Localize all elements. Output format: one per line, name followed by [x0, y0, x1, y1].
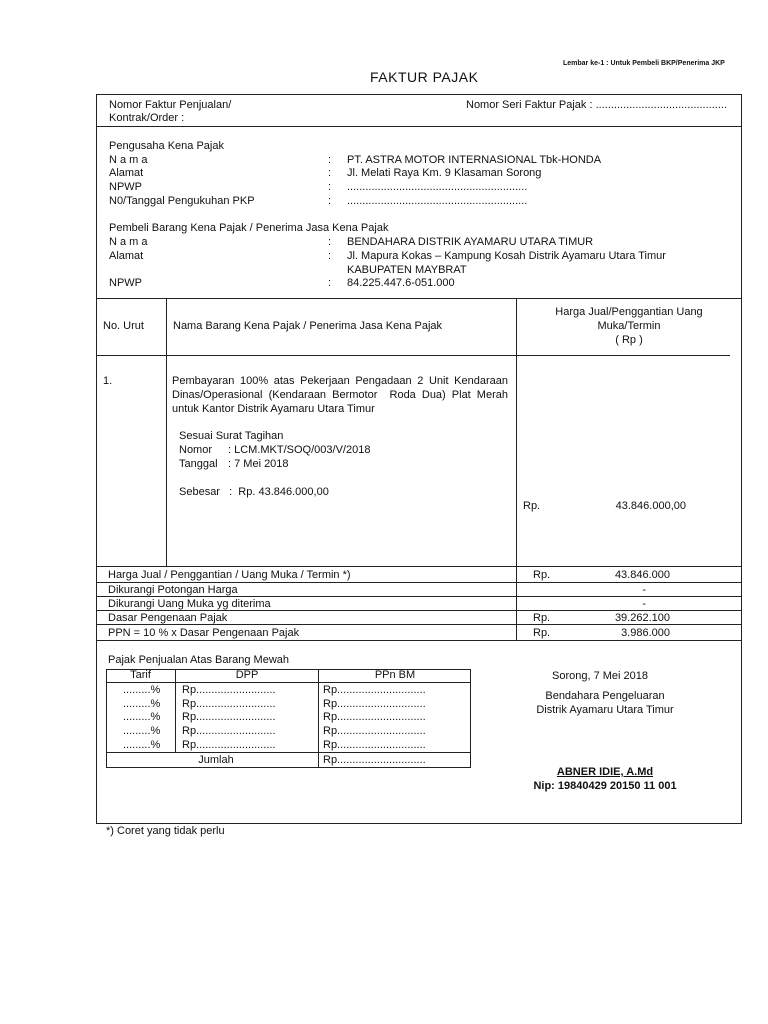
col-header-harga-2: Muka/Termin — [597, 320, 661, 332]
summary-value: 3.986.000 — [621, 627, 670, 639]
ppnbm-tarif: .........% — [123, 698, 161, 710]
sign-nip: Nip: 19840429 20150 11 001 — [533, 780, 677, 792]
summary-label: Dikurangi Uang Muka yg diterima — [108, 598, 271, 610]
summary-value: - — [642, 598, 646, 610]
summary-label: Harga Jual / Penggantian / Uang Muka / Termin *) — [108, 569, 351, 581]
ppnbm-heading: Pajak Penjualan Atas Barang Mewah — [108, 654, 290, 666]
pkp-tanggal-value: ........................................................... — [347, 195, 528, 207]
summary-value: 39.262.100 — [614, 612, 670, 624]
divider-items — [96, 566, 742, 567]
ppnbm-col-ppnbm: PPn BM — [374, 669, 416, 681]
item-rp-label: Rp. — [523, 500, 541, 512]
sign-role-1: Bendahara Pengeluaran — [545, 690, 665, 702]
item-desc-line-1: Pembayaran 100% atas Pekerjaan Pengadaan 2 Unit Kendaraan — [172, 375, 508, 387]
nomor-seri-label: Nomor Seri Faktur Pajak : ........................................... — [466, 99, 728, 111]
divider-table-head — [96, 355, 730, 356]
summary-rp: Rp. — [533, 569, 551, 581]
ppnbm-dpp: Rp.......................... — [182, 711, 276, 723]
ppnbm-ppn: Rp............................. — [323, 684, 426, 696]
ppnbm-dpp: Rp.......................... — [182, 698, 276, 710]
divider-sum-1 — [96, 582, 742, 583]
pembeli-npwp-value: 84.225.447.6-051.000 — [347, 277, 455, 289]
ppnbm-tarif: .........% — [123, 684, 161, 696]
surat-sebesar: Sebesar : Rp. 43.846.000,00 — [179, 486, 329, 498]
summary-rp: Rp. — [533, 627, 551, 639]
ppnbm-ppn: Rp............................. — [323, 698, 426, 710]
pkp-heading: Pengusaha Kena Pajak — [109, 140, 224, 152]
summary-label: Dasar Pengenaan Pajak — [108, 612, 228, 624]
surat-tagihan-label: Sesuai Surat Tagihan — [179, 430, 284, 442]
item-number: 1. — [103, 375, 113, 387]
ppnbm-header-divider — [106, 682, 471, 683]
pembeli-npwp-label: NPWP — [109, 277, 142, 289]
ppnbm-ppn: Rp............................. — [323, 711, 426, 723]
summary-value: - — [642, 584, 646, 596]
pembeli-kabupaten: KABUPATEN MAYBRAT — [347, 264, 467, 276]
ppnbm-col-divider-2 — [318, 669, 319, 768]
colon: : — [328, 250, 332, 262]
surat-nomor-value: : LCM.MKT/SOQ/003/V/2018 — [228, 444, 371, 456]
footnote: *) Coret yang tidak perlu — [106, 825, 225, 837]
ppnbm-dpp: Rp.......................... — [182, 739, 276, 751]
lembar-note: Lembar ke-1 : Untuk Pembeli BKP/Penerima JKP — [563, 60, 725, 67]
ppnbm-col-dpp: DPP — [235, 669, 259, 681]
summary-label: PPN = 10 % x Dasar Pengenaan Pajak — [108, 627, 300, 639]
summary-label: Dikurangi Potongan Harga — [108, 584, 238, 596]
colon: : — [328, 236, 332, 248]
ppnbm-dpp: Rp.......................... — [182, 725, 276, 737]
item-desc-line-3: untuk Kantor Distrik Ayamaru Utara Timur — [172, 403, 375, 415]
ppnbm-col-tarif: Tarif — [130, 669, 151, 681]
ppnbm-tarif: .........% — [123, 711, 161, 723]
surat-nomor-label: Nomor — [179, 444, 213, 456]
nomor-faktur-label: Nomor Faktur Penjualan/ — [109, 99, 232, 111]
col-divider-harga — [516, 298, 517, 640]
ppnbm-dpp: Rp.......................... — [182, 684, 276, 696]
col-divider-no — [166, 298, 167, 566]
ppnbm-ppn: Rp............................. — [323, 725, 426, 737]
pkp-npwp-label: NPWP — [109, 181, 142, 193]
item-amount: 43.846.000,00 — [615, 500, 686, 512]
item-desc-line-2: Dinas/Operasional (Kendaraan Bermotor Roda Dua) Plat Merah — [172, 389, 508, 401]
pembeli-nama-value: BENDAHARA DISTRIK AYAMARU UTARA TIMUR — [347, 236, 594, 248]
pkp-alamat-label: Alamat — [109, 167, 144, 179]
ppnbm-tarif: .........% — [123, 725, 161, 737]
col-header-nama-barang: Nama Barang Kena Pajak / Penerima Jasa Kena Pajak — [173, 320, 443, 332]
ppnbm-jumlah-value: Rp............................. — [323, 754, 426, 766]
colon: : — [328, 181, 332, 193]
pkp-npwp-value: ........................................................... — [347, 181, 528, 193]
col-header-no-urut: No. Urut — [103, 320, 144, 332]
pembeli-alamat-label: Alamat — [109, 250, 144, 262]
colon: : — [328, 154, 332, 166]
ppnbm-tarif: .........% — [123, 739, 161, 751]
pkp-nama-value: PT. ASTRA MOTOR INTERNASIONAL Tbk-HONDA — [347, 154, 602, 166]
pembeli-alamat-value: Jl. Mapura Kokas – Kampung Kosah Distrik Ayamaru Utara Timur — [347, 250, 666, 262]
ppnbm-jumlah-label: Jumlah — [198, 754, 234, 766]
divider-sum-5 — [96, 640, 742, 641]
colon: : — [328, 195, 332, 207]
sign-name: ABNER IDIE, A.Md — [556, 766, 654, 778]
summary-rp: Rp. — [533, 612, 551, 624]
sign-role-2: Distrik Ayamaru Utara Timur — [536, 704, 674, 716]
colon: : — [328, 167, 332, 179]
pkp-alamat-value: Jl. Melati Raya Km. 9 Klasaman Sorong — [347, 167, 542, 179]
summary-value: 43.846.000 — [614, 569, 670, 581]
pkp-tanggal-label: N0/Tanggal Pengukuhan PKP — [109, 195, 255, 207]
kontrak-order-label: Kontrak/Order : — [109, 112, 185, 124]
pkp-nama-label: N a m a — [109, 154, 148, 166]
col-header-harga-1: Harga Jual/Penggantian Uang — [555, 306, 703, 318]
divider-parties — [96, 298, 742, 299]
ppnbm-total-divider — [106, 752, 471, 753]
sign-place-date: Sorong, 7 Mei 2018 — [551, 670, 648, 682]
colon: : — [328, 277, 332, 289]
col-header-harga-3: ( Rp ) — [615, 334, 643, 346]
pembeli-nama-label: N a m a — [109, 236, 148, 248]
surat-tanggal-value: : 7 Mei 2018 — [228, 458, 289, 470]
surat-tanggal-label: Tanggal — [179, 458, 218, 470]
document-title: FAKTUR PAJAK — [370, 69, 479, 85]
divider-top — [96, 126, 742, 127]
pembeli-heading: Pembeli Barang Kena Pajak / Penerima Jasa Kena Pajak — [109, 222, 389, 234]
ppnbm-ppn: Rp............................. — [323, 739, 426, 751]
